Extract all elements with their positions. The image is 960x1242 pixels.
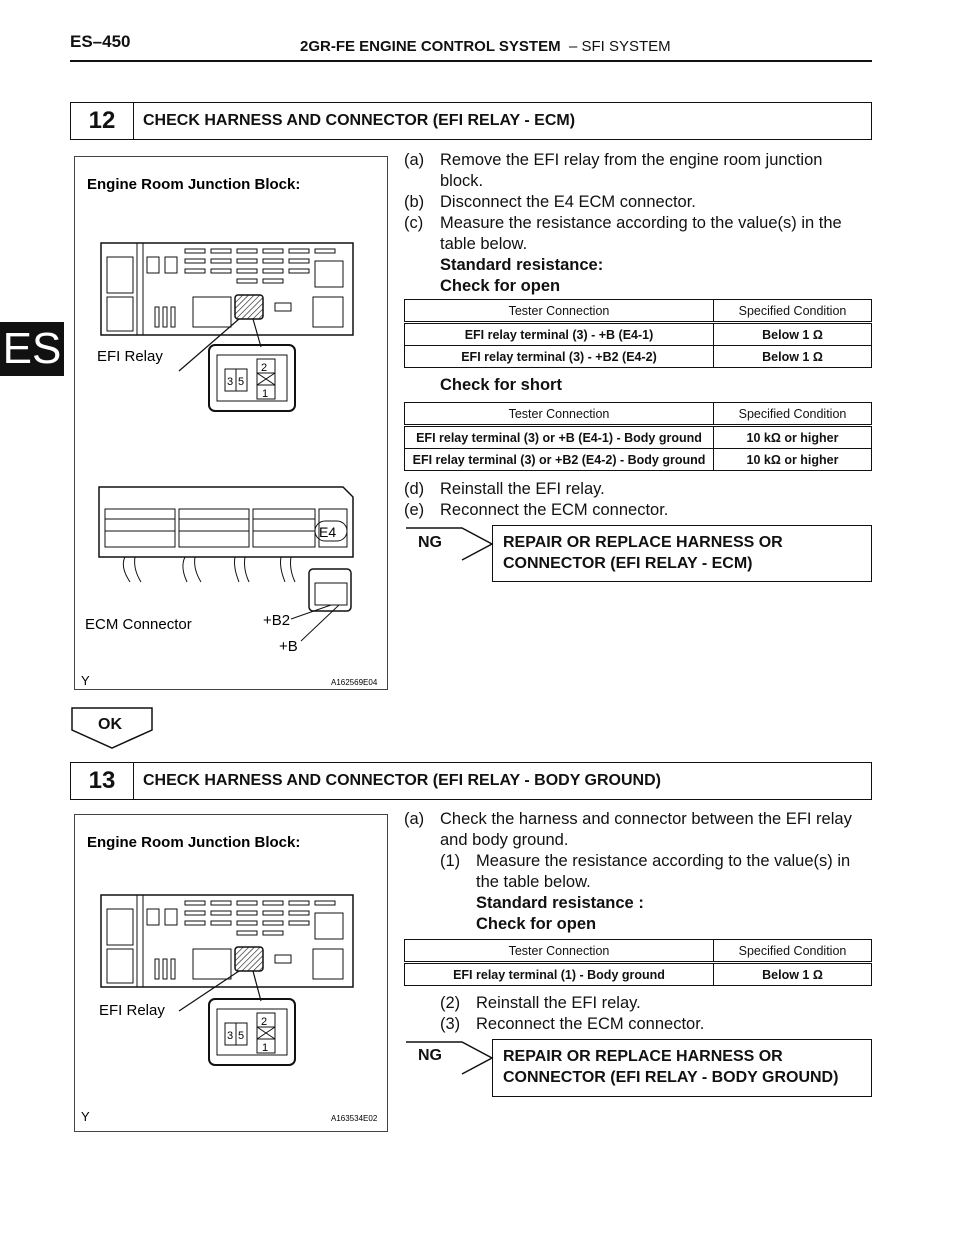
instr-text: Disconnect the E4 ECM connector. bbox=[440, 193, 696, 211]
figure-caption: Engine Room Junction Block: bbox=[87, 834, 301, 851]
relay-pin-3: 3 bbox=[227, 1030, 234, 1042]
col-header: Tester Connection bbox=[405, 940, 714, 963]
junction-block-ecm-diagram bbox=[75, 157, 387, 689]
instr-text: Measure the resistance according to the value(s) in the bbox=[440, 214, 842, 232]
step-number: 13 bbox=[71, 763, 134, 799]
ng-result-line: REPAIR OR REPLACE HARNESS OR bbox=[503, 534, 783, 551]
standard-resistance: Standard resistance: bbox=[440, 256, 604, 274]
instr-label: (2) bbox=[440, 994, 461, 1012]
ng-result-13 bbox=[492, 1039, 872, 1097]
table-row bbox=[405, 323, 872, 346]
header-rule bbox=[70, 60, 872, 62]
figure-corner: Y bbox=[81, 673, 90, 688]
header-title bbox=[300, 38, 671, 55]
table-row bbox=[405, 449, 872, 471]
relay-pin-1: 1 bbox=[262, 1042, 269, 1054]
check-open: Check for open bbox=[476, 915, 597, 933]
cell: 10 kΩ or higher bbox=[714, 449, 872, 471]
ng-result-line: REPAIR OR REPLACE HARNESS OR bbox=[503, 1048, 783, 1065]
instr-text: Reconnect the ECM connector. bbox=[476, 1015, 705, 1033]
ecm-tag: E4 bbox=[319, 524, 337, 540]
section-tab: ES bbox=[0, 322, 64, 376]
cell: 10 kΩ or higher bbox=[714, 426, 872, 449]
instr-text: Check the harness and connector between the EFI relay bbox=[440, 810, 852, 828]
ng-label: NG bbox=[418, 534, 442, 551]
table-open-13 bbox=[404, 939, 872, 986]
check-short: Check for short bbox=[440, 376, 562, 394]
ok-label: OK bbox=[98, 716, 122, 733]
figure-caption: Engine Room Junction Block: bbox=[87, 176, 301, 193]
instr-label: (3) bbox=[440, 1015, 461, 1033]
step-number: 12 bbox=[71, 103, 134, 139]
relay-pin-2: 2 bbox=[261, 1016, 268, 1028]
ng-result-12 bbox=[492, 525, 872, 582]
cell: Below 1 Ω bbox=[714, 323, 872, 346]
cell: EFI relay terminal (3) - +B2 (E4-2) bbox=[405, 346, 714, 368]
step-13-header bbox=[70, 762, 872, 800]
instr-label: (a) bbox=[404, 151, 425, 169]
instr-text: block. bbox=[440, 172, 484, 190]
junction-block-diagram bbox=[75, 815, 387, 1131]
instr-text: Reinstall the EFI relay. bbox=[476, 994, 641, 1012]
col-header: Tester Connection bbox=[405, 403, 714, 426]
relay-pin-5: 5 bbox=[238, 376, 245, 388]
header-title-bold: 2GR-FE ENGINE CONTROL SYSTEM bbox=[300, 38, 561, 55]
efi-relay-label: EFI Relay bbox=[97, 348, 163, 365]
step-title: CHECK HARNESS AND CONNECTOR (EFI RELAY - BODY GROUND) bbox=[143, 772, 661, 789]
table-row bbox=[405, 426, 872, 449]
check-open: Check for open bbox=[440, 277, 561, 295]
instr-text: Measure the resistance according to the value(s) in bbox=[476, 852, 851, 870]
instr-label: (a) bbox=[404, 810, 425, 828]
table-short-12 bbox=[404, 402, 872, 471]
cell: EFI relay terminal (3) or +B (E4-1) - Body ground bbox=[405, 426, 714, 449]
figure-13 bbox=[74, 814, 388, 1132]
relay-pin-1: 1 bbox=[262, 388, 269, 400]
col-header: Specified Condition bbox=[714, 403, 872, 426]
instr-text: Reinstall the EFI relay. bbox=[440, 480, 605, 498]
relay-pin-5: 5 bbox=[238, 1030, 245, 1042]
instr-text: Remove the EFI relay from the engine room junction bbox=[440, 151, 823, 169]
figure-code: A163534E02 bbox=[331, 1114, 378, 1123]
cell: Below 1 Ω bbox=[714, 346, 872, 368]
col-header: Specified Condition bbox=[714, 940, 872, 963]
figure-12 bbox=[74, 156, 388, 690]
ng-result-line: CONNECTOR (EFI RELAY - BODY GROUND) bbox=[503, 1069, 839, 1086]
page-id: ES–450 bbox=[70, 32, 131, 51]
step-title: CHECK HARNESS AND CONNECTOR (EFI RELAY - ECM) bbox=[143, 112, 576, 129]
instr-text: table below. bbox=[440, 235, 528, 253]
ng-label: NG bbox=[418, 1047, 442, 1064]
efi-relay-label: EFI Relay bbox=[99, 1002, 165, 1019]
col-header: Tester Connection bbox=[405, 300, 714, 323]
cell: EFI relay terminal (3) or +B2 (E4-2) - Body ground bbox=[405, 449, 714, 471]
instr-text: the table below. bbox=[476, 873, 591, 891]
table-row bbox=[405, 346, 872, 368]
ng-result-line: CONNECTOR (EFI RELAY - ECM) bbox=[503, 555, 753, 572]
instr-text: Reconnect the ECM connector. bbox=[440, 501, 669, 519]
relay-pin-2: 2 bbox=[261, 362, 268, 374]
figure-corner: Y bbox=[81, 1109, 90, 1124]
cell: EFI relay terminal (3) - +B (E4-1) bbox=[405, 323, 714, 346]
figure-code: A162569E04 bbox=[331, 678, 378, 687]
step-12-header bbox=[70, 102, 872, 140]
instr-text: and body ground. bbox=[440, 831, 569, 849]
step-13-instructions bbox=[404, 809, 874, 935]
instr-label: (b) bbox=[404, 193, 425, 211]
table-row bbox=[405, 963, 872, 986]
cell: EFI relay terminal (1) - Body ground bbox=[405, 963, 714, 986]
instr-label: (1) bbox=[440, 852, 461, 870]
step-12-after bbox=[404, 479, 874, 521]
pin-b2-label: +B2 bbox=[263, 612, 291, 629]
col-header: Specified Condition bbox=[714, 300, 872, 323]
table-open-12 bbox=[404, 299, 872, 368]
pin-b-label: +B bbox=[279, 638, 298, 655]
instr-label: (d) bbox=[404, 480, 425, 498]
instr-label: (c) bbox=[404, 214, 424, 232]
relay-pin-3: 3 bbox=[227, 376, 234, 388]
step-12-instructions bbox=[404, 150, 874, 297]
ecm-connector-label: ECM Connector bbox=[85, 616, 192, 633]
instr-label: (e) bbox=[404, 501, 425, 519]
cell: Below 1 Ω bbox=[714, 963, 872, 986]
header-title-rest: – SFI SYSTEM bbox=[568, 38, 671, 55]
step-13-after bbox=[404, 993, 874, 1035]
standard-resistance: Standard resistance : bbox=[476, 894, 644, 912]
